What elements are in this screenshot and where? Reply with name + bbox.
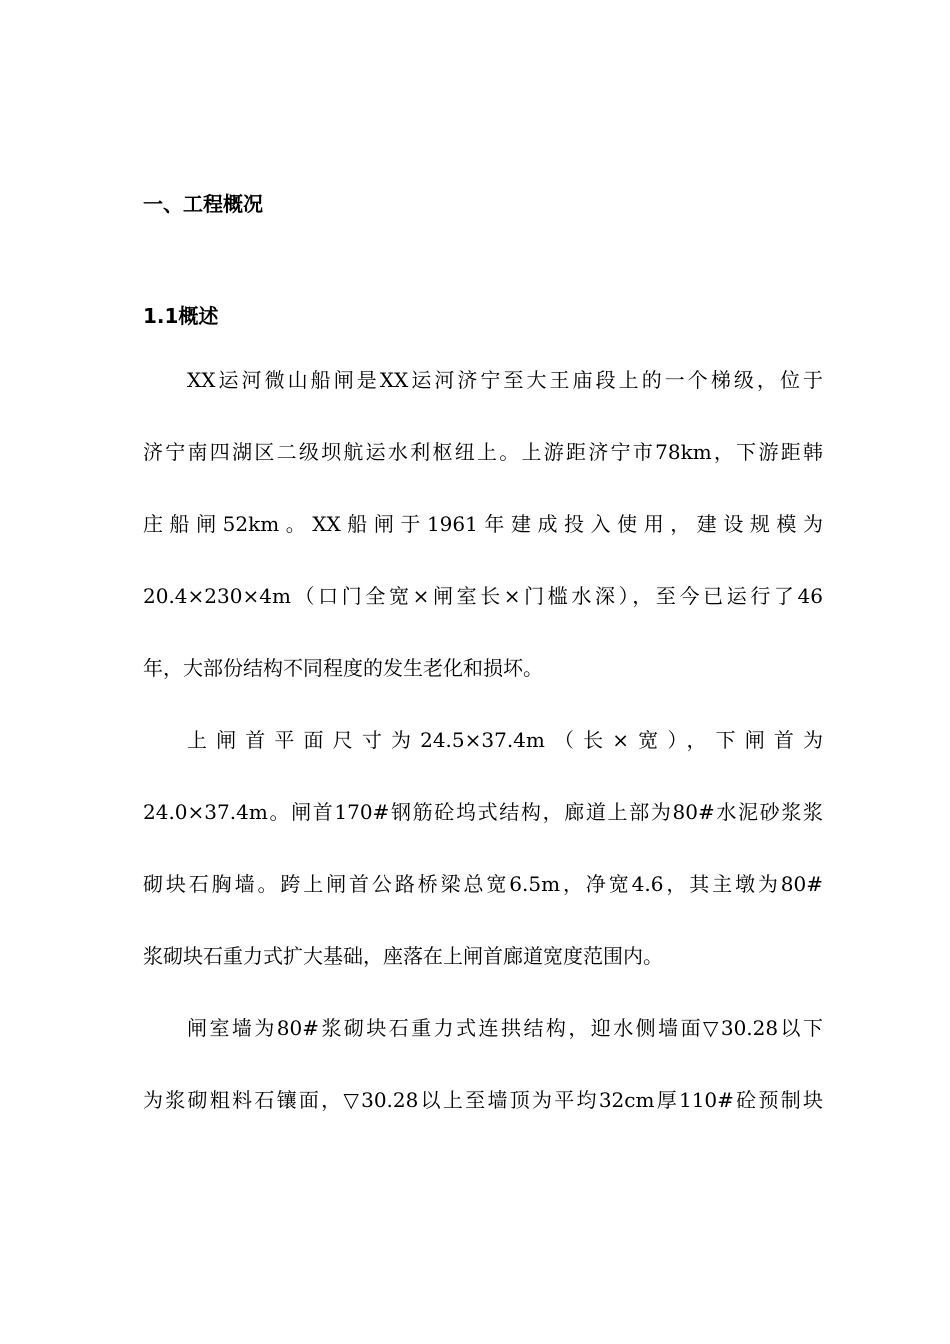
paragraph-line: 上闸首平面尺寸为24.5×37.4m（长×宽），下闸首为 [187,728,823,752]
paragraph-line: 24.0×37.4m。闸首170#钢筋砼坞式结构，廊道上部为80#水泥砂浆浆 [143,800,823,824]
paragraph-line: 20.4×230×4m（口门全宽×闸室长×门槛水深），至今已运行了46 [143,584,823,608]
subsection-heading: 1.1概述 [143,304,219,328]
paragraph-line: 闸室墙为80#浆砌块石重力式连拱结构，迎水侧墙面▽30.28以下 [187,1016,823,1040]
paragraph-line: 庄船闸52km。XX船闸于1961年建成投入使用，建设规模为 [143,512,823,536]
paragraph-line: XX运河微山船闸是XX运河济宁至大王庙段上的一个梯级，位于 [187,368,823,392]
paragraph-line: 为浆砌粗料石镶面，▽30.28以上至墙顶为平均32cm厚110#砼预制块 [143,1088,823,1112]
paragraph-line: 浆砌块石重力式扩大基础，座落在上闸首廊道宽度范围内。 [143,944,663,968]
section-heading: 一、工程概况 [143,192,263,216]
paragraph-line: 年，大部份结构不同程度的发生老化和损坏。 [143,656,543,680]
paragraph-line: 砌块石胸墙。跨上闸首公路桥梁总宽6.5m，净宽4.6，其主墩为80# [143,872,823,896]
paragraph-line: 济宁南四湖区二级坝航运水利枢纽上。上游距济宁市78km，下游距韩 [143,440,823,464]
